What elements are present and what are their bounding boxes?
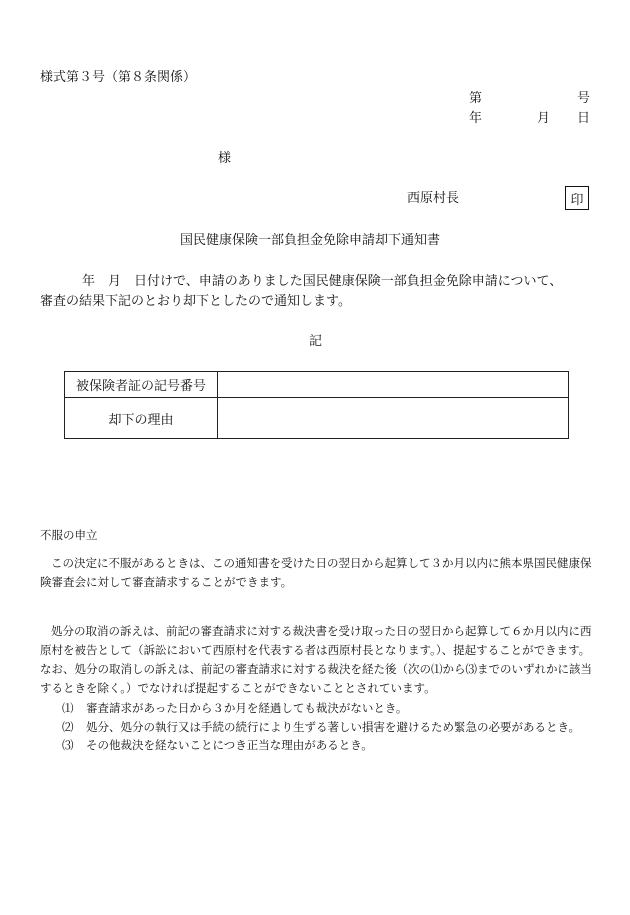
- seal-box: 印: [565, 186, 589, 210]
- rejection-reason-label: 却下の理由: [65, 398, 218, 439]
- insurance-card-number-field[interactable]: [218, 372, 569, 398]
- date-month: 月: [537, 111, 551, 126]
- item-text: 処分、処分の執行又は手続の続行により生ずる著しい損害を避けるため緊急の必要があるとき。: [86, 720, 581, 734]
- document-title: 国民健康保険一部負担金免除申請却下通知書: [180, 233, 441, 248]
- detail-table: [64, 371, 569, 439]
- sender-name: 西原村長: [407, 191, 460, 206]
- ki-heading: 記: [309, 334, 323, 349]
- item-number: ⑶: [62, 738, 74, 752]
- date-year: 年: [469, 111, 483, 126]
- appeal-heading: 不服の申立: [40, 528, 98, 542]
- appeal-paragraph-2: 処分の取消の訴えは、前記の審査請求に対する裁決書を受け取った日の翌日から起算して６か月以内に西原村を被告として（訴訟において西原村を代表する者は西原村長となります。）、提起することができます。なお、処分の取消しの訴えは、前記の審査請求に対する裁決を経た後（次の⑴から⑶までのいずれかに該当するときを除く。）でなければ提起することができないこととされています。: [40, 624, 592, 695]
- date-day: 日: [577, 111, 591, 126]
- doc-number-prefix: 第: [469, 91, 483, 106]
- addressee-suffix: 様: [218, 151, 232, 166]
- table-row: [65, 372, 569, 398]
- item-text: その他裁決を経ないことにつき正当な理由があるとき。: [86, 738, 373, 752]
- item-number: ⑵: [62, 720, 74, 734]
- appeal-paragraph-1: この決定に不服があるときは、この通知書を受けた日の翌日から起算して３か月以内に熊本県国民健康保険審査会に対して審査請求することができます。: [40, 556, 592, 589]
- doc-number-suffix: 号: [577, 91, 591, 106]
- body-line-1: 年 月 日付けで、申請のありました国民健康保険一部負担金免除申請について、: [82, 274, 563, 289]
- table-row: [65, 398, 569, 439]
- rejection-reason-field[interactable]: [218, 398, 569, 439]
- item-number: ⑴: [62, 701, 74, 715]
- item-text: 審査請求があった日から３か月を経過しても裁決がないとき。: [86, 701, 408, 715]
- insurance-card-number-label: 被保険者証の記号番号: [65, 372, 218, 398]
- body-line-2: 審査の結果下記のとおり却下としたので通知します。: [40, 294, 351, 309]
- form-number: 様式第３号（第８条関係）: [40, 70, 197, 85]
